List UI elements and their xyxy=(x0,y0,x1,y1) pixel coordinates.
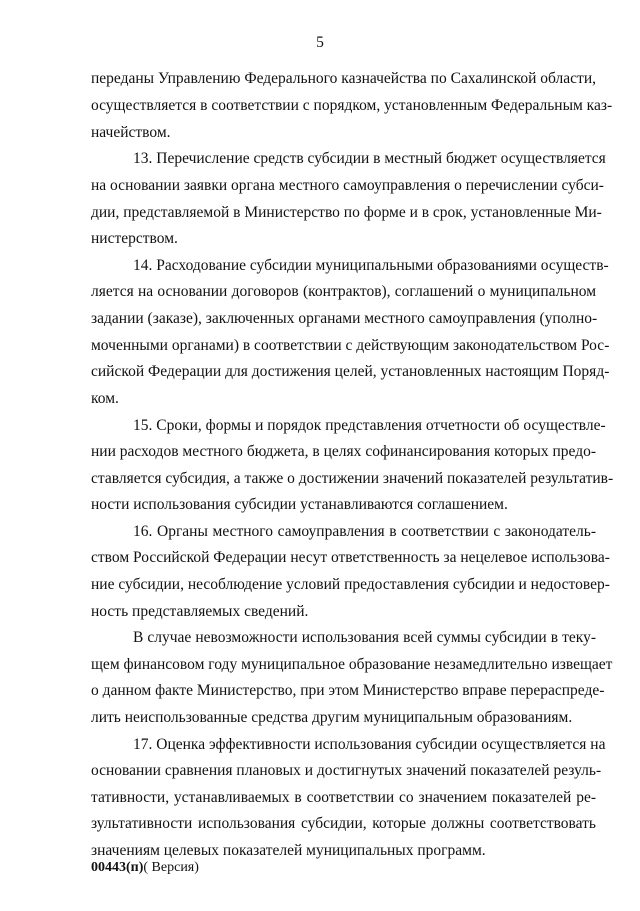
text-line: задании (заказе), заключенных органами местного самоуправления (уполно- xyxy=(91,310,598,327)
document-code: 00443(п) xyxy=(91,860,144,875)
text-line: 15. Сроки, формы и порядок представления отчетности об осуществле- xyxy=(133,417,606,434)
text-line: ности использования субсидии устанавливаются соглашением. xyxy=(91,496,508,513)
text-line: нии расходов местного бюджета, в целях софинансирования которых предо- xyxy=(91,443,596,460)
text-line: сийской Федерации для достижения целей, установленных настоящим Поряд- xyxy=(91,363,610,380)
text-line: ством Российской Федерации несут ответственность за нецелевое использова- xyxy=(91,549,610,566)
text-line: 13. Перечисление средств субсидии в местный бюджет осуществляется xyxy=(133,150,606,167)
page-number: 5 xyxy=(316,34,324,51)
text-line: о данном факте Министерство, при этом Министерство вправе перераспреде- xyxy=(91,682,605,699)
text-line: начейством. xyxy=(91,124,171,141)
text-line: ком. xyxy=(91,390,119,407)
text-line: осуществляется в соответствии с порядком, установленным Федеральным каз- xyxy=(91,97,613,114)
document-version: ( Версия) xyxy=(143,860,199,875)
text-line: дии, представляемой в Министерство по форме и в срок, установленные Ми- xyxy=(91,204,602,221)
text-line: 17. Оценка эффективности использования субсидии осуществляется на xyxy=(133,736,606,753)
text-line: на основании заявки органа местного самоуправления о перечислении субси- xyxy=(91,177,604,194)
text-line: щем финансовом году муниципальное образование незамедлительно извещает xyxy=(91,656,613,673)
text-line: тативности, устанавливаемых в соответствии со значением показателей ре- xyxy=(91,789,596,806)
text-line: лить неиспользованные средства другим муниципальным образованиям. xyxy=(91,709,573,726)
text-line: значениям целевых показателей муниципальных программ. xyxy=(91,842,486,859)
document-footer xyxy=(91,860,199,876)
text-line: моченными органами) в соответствии с действующим законодательством Рос- xyxy=(91,337,610,354)
text-line: зультативности использования субсидии, которые должны соответствовать xyxy=(91,815,596,832)
text-line: 16. Органы местного самоуправления в соответствии с законодатель- xyxy=(133,523,596,540)
text-line: основании сравнения плановых и достигнутых значений показателей резуль- xyxy=(91,762,602,779)
text-line: ставляется субсидия, а также о достижении значений показателей результатив- xyxy=(91,470,614,487)
text-line: ляется на основании договоров (контрактов), соглашений о муниципальном xyxy=(91,283,596,300)
text-line: нистерством. xyxy=(91,230,178,247)
text-line: ние субсидии, несоблюдение условий предоставления субсидии и недостовер- xyxy=(91,576,610,593)
text-line: В случае невозможности использования всей суммы субсидии в теку- xyxy=(133,629,596,646)
text-line: 14. Расходование субсидии муниципальными образованиями осуществ- xyxy=(133,257,609,274)
text-line: переданы Управлению Федерального казначейства по Сахалинской области, xyxy=(91,70,596,87)
text-line: ность представляемых сведений. xyxy=(91,603,309,620)
